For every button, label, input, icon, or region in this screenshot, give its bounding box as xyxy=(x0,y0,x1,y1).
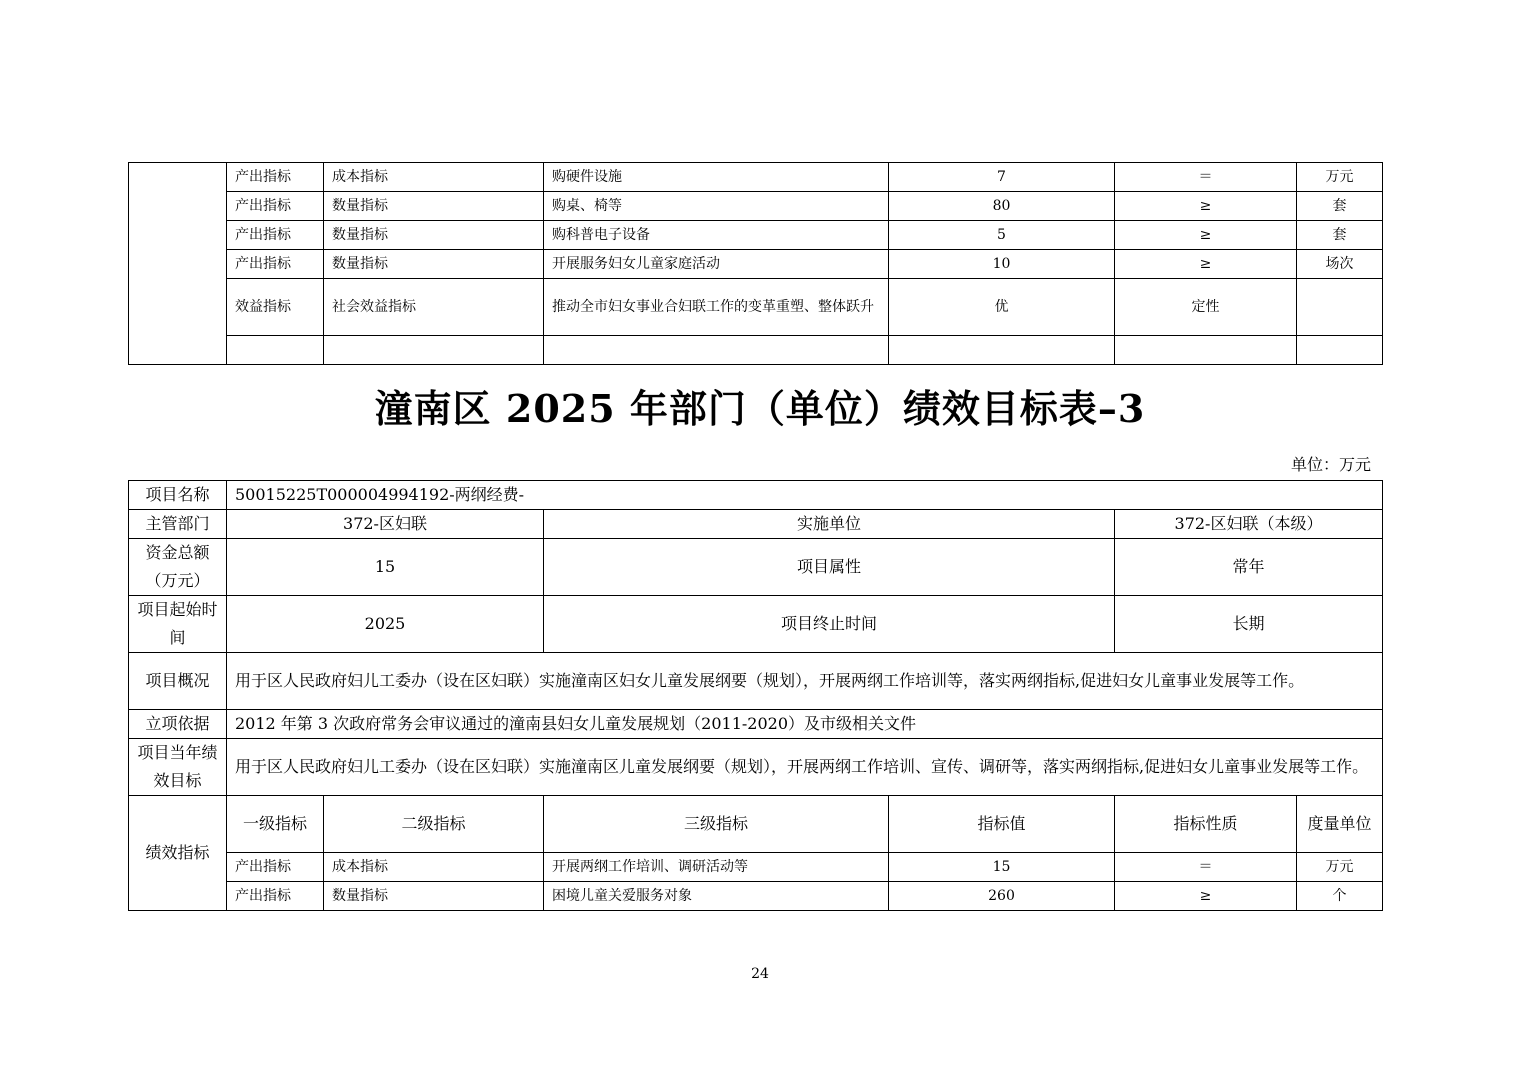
empty-row xyxy=(129,336,1383,365)
table-row: 产出指标 成本指标 开展两纲工作培训、调研活动等 15 ＝ 万元 xyxy=(129,853,1383,882)
project-name-row: 项目名称 50015225T000004994192-两纲经费- xyxy=(129,481,1383,510)
performance-goal-table xyxy=(128,480,1383,911)
page-number: 24 xyxy=(751,966,769,982)
page-title: 潼南区 2025 年部门（单位）绩效目标表–3 xyxy=(374,386,1146,431)
fund-row: 资金总额（万元） 15 项目属性 常年 xyxy=(129,539,1383,596)
table-row: 产出指标 数量指标 购桌、椅等 80 ≥ 套 xyxy=(129,192,1383,221)
time-row: 项目起始时间 2025 项目终止时间 长期 xyxy=(129,596,1383,653)
continued-indicator-table xyxy=(128,162,1383,365)
annual-goal-row: 项目当年绩效目标 用于区人民政府妇儿工委办（设在区妇联）实施潼南区儿童发展纲要（规划），开展两纲工作培训、宣传、调研等，落实两纲指标,促进妇女儿童事业发展等工作。 xyxy=(129,739,1383,796)
indicator-header-row: 绩效指标 一级指标 二级指标 三级指标 指标值 指标性质 度量单位 xyxy=(129,796,1383,853)
table-row: 产出指标 数量指标 困境儿童关爱服务对象 260 ≥ 个 xyxy=(129,882,1383,911)
overview-row: 项目概况 用于区人民政府妇儿工委办（设在区妇联）实施潼南区妇女儿童发展纲要（规划），开展两纲工作培训等，落实两纲指标,促进妇女儿童事业发展等工作。 xyxy=(129,653,1383,710)
merged-label-cell xyxy=(129,163,227,365)
performance-indicator-label: 绩效指标 xyxy=(129,796,227,911)
table-row: 产出指标 成本指标 购硬件设施 7 ＝ 万元 xyxy=(129,163,1383,192)
department-row: 主管部门 372-区妇联 实施单位 372-区妇联（本级） xyxy=(129,510,1383,539)
basis-row: 立项依据 2012 年第 3 次政府常务会审议通过的潼南县妇女儿童发展规划（2011-2020）及市级相关文件 xyxy=(129,710,1383,739)
unit-note: 单位：万元 xyxy=(1290,455,1371,474)
table-row: 产出指标 数量指标 开展服务妇女儿童家庭活动 10 ≥ 场次 xyxy=(129,250,1383,279)
table-row: 效益指标 社会效益指标 推动全市妇女事业合妇联工作的变革重塑、整体跃升 优 定性 xyxy=(129,279,1383,336)
table-row: 产出指标 数量指标 购科普电子设备 5 ≥ 套 xyxy=(129,221,1383,250)
